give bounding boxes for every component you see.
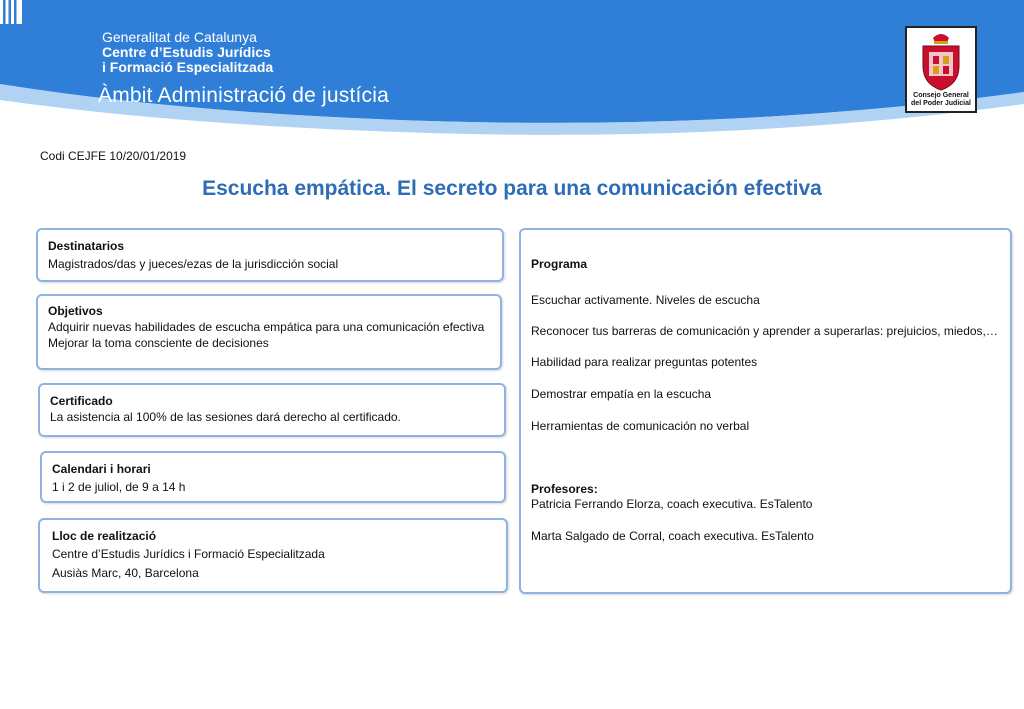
calendari-text: 1 i 2 de juliol, de 9 a 14 h	[52, 480, 186, 494]
profesor-1: Patricia Ferrando Elorza, coach executiva. EsTalento	[531, 497, 813, 511]
org-line-1: Generalitat de Catalunya	[102, 29, 257, 45]
programa-box	[519, 228, 1012, 594]
objetivos-box	[36, 294, 502, 370]
certificado-text: La asistencia al 100% de las sesiones dará derecho al certificado.	[50, 410, 401, 424]
programa-item-5: Herramientas de comunicación no verbal	[531, 419, 750, 433]
lloc-line-2: Ausiàs Marc, 40, Barcelona	[52, 566, 199, 580]
profesor-2: Marta Salgado de Corral, coach executiva. EsTalento	[531, 529, 814, 543]
calendari-heading: Calendari i horari	[52, 462, 151, 476]
profesores-heading: Profesores:	[531, 482, 598, 496]
destinatarios-box	[36, 228, 504, 282]
lloc-box	[38, 518, 508, 593]
cgpj-caption-line-2: del Poder Judicial	[911, 100, 971, 107]
lloc-line-1: Centre d’Estudis Jurídics i Formació Especialitzada	[52, 547, 325, 561]
lloc-heading: Lloc de realització	[52, 529, 157, 543]
objetivos-heading: Objetivos	[48, 304, 103, 318]
organization-name	[102, 30, 273, 75]
objetivos-line-1: Adquirir nuevas habilidades de escucha empática para una comunicación efectiva	[48, 320, 485, 334]
generalitat-logo-icon	[0, 0, 22, 24]
certificado-box	[38, 383, 506, 437]
cgpj-caption-line-1: Consejo General	[913, 92, 969, 99]
destinatarios-text: Magistrados/das y jueces/ezas de la jurisdicción social	[48, 257, 339, 271]
programa-heading: Programa	[531, 257, 588, 271]
certificado-heading: Certificado	[50, 394, 113, 408]
ambit-title: Àmbit Administració de justícia	[98, 84, 389, 107]
programa-item-1: Escuchar activamente. Niveles de escucha	[531, 293, 760, 307]
cgpj-logo	[905, 26, 977, 113]
calendari-box	[40, 451, 506, 503]
objetivos-line-2: Mejorar la toma consciente de decisiones	[48, 336, 269, 350]
programa-item-2: Reconocer tus barreras de comunicación y aprender a superarlas: prejuicios, miedos,…	[531, 324, 998, 338]
org-line-3: i Formació Especialitzada	[102, 59, 274, 75]
page-title: Escucha empática. El secreto para una comunicación efectiva	[202, 177, 822, 200]
programa-item-4: Demostrar empatía en la escucha	[531, 387, 712, 401]
programa-item-3: Habilidad para realizar preguntas potentes	[531, 355, 758, 369]
destinatarios-heading: Destinatarios	[48, 239, 125, 253]
cgpj-caption	[907, 92, 975, 108]
header-banner	[0, 0, 1024, 140]
coat-of-arms-icon	[919, 32, 963, 92]
org-line-2: Centre d’Estudis Jurídics	[102, 44, 271, 60]
course-code: Codi CEJFE 10/20/01/2019	[40, 149, 187, 163]
